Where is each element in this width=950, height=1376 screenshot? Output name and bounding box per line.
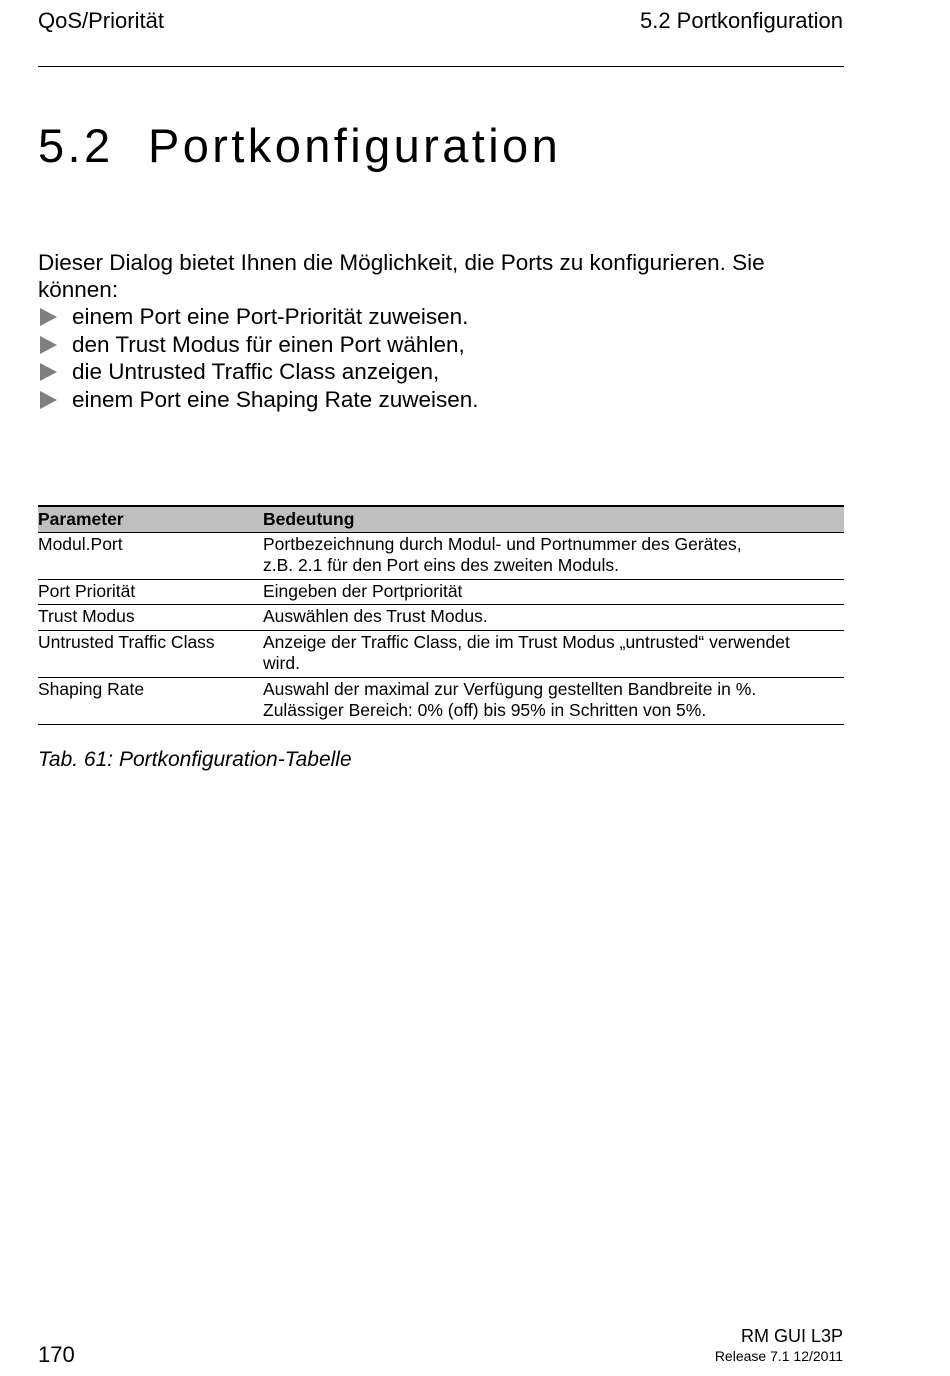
table-row xyxy=(38,605,844,631)
table-row xyxy=(38,532,844,579)
meaning-cell xyxy=(263,677,844,724)
list-item xyxy=(38,358,479,386)
section-heading xyxy=(38,118,561,173)
section-number: 5.2 xyxy=(38,119,114,172)
running-header-chapter: QoS/Priorität xyxy=(38,8,164,33)
parameter-cell: Untrusted Traffic Class xyxy=(38,630,263,677)
column-header-parameter: Parameter xyxy=(38,506,263,532)
triangle-bullet-icon xyxy=(40,308,57,326)
meaning-line: z.B. 2.1 für den Port eins des zweiten Moduls. xyxy=(263,555,620,575)
table-row xyxy=(38,630,844,677)
footer-release: Release 7.1 12/2011 xyxy=(714,1348,843,1364)
meaning-line: wird. xyxy=(263,653,300,673)
header-rule xyxy=(38,66,844,67)
triangle-bullet-icon xyxy=(40,336,57,354)
meaning-line: Anzeige der Traffic Class, die im Trust Modus „untrusted“ verwendet xyxy=(263,631,790,652)
parameter-cell: Shaping Rate xyxy=(38,677,263,724)
list-item xyxy=(38,303,479,331)
parameter-table xyxy=(38,505,844,725)
meaning-cell xyxy=(263,605,844,631)
meaning-line: Eingeben der Portpriorität xyxy=(263,580,463,601)
list-item xyxy=(38,331,479,359)
meaning-line: Auswählen des Trust Modus. xyxy=(263,606,488,626)
running-header-section: 5.2 Portkonfiguration xyxy=(639,8,843,33)
list-item-text: den Trust Modus für einen Port wählen, xyxy=(72,331,465,357)
meaning-cell xyxy=(263,579,844,605)
column-header-meaning: Bedeutung xyxy=(263,506,844,532)
parameter-cell: Trust Modus xyxy=(38,605,263,631)
page-number: 170 xyxy=(38,1342,75,1367)
section-title: Portkonfiguration xyxy=(148,119,562,172)
meaning-line: Auswahl der maximal zur Verfügung gestellten Bandbreite in %. xyxy=(263,678,757,699)
triangle-bullet-icon xyxy=(40,391,57,409)
table-row xyxy=(38,677,844,724)
parameter-cell: Modul.Port xyxy=(38,532,263,579)
list-item xyxy=(38,386,479,414)
meaning-cell xyxy=(263,630,844,677)
feature-list xyxy=(38,303,479,413)
parameter-cell: Port Priorität xyxy=(38,579,263,605)
triangle-bullet-icon xyxy=(40,363,57,381)
intro-paragraph: Dieser Dialog bietet Ihnen die Möglichkeit, die Ports zu konfigurieren. Sie können: xyxy=(38,250,765,302)
table-header-row xyxy=(38,506,844,532)
table-row xyxy=(38,579,844,605)
list-item-text: die Untrusted Traffic Class anzeigen, xyxy=(72,359,440,384)
list-item-text: einem Port eine Shaping Rate zuweisen. xyxy=(72,386,479,412)
meaning-cell xyxy=(263,532,844,579)
footer-document-title: RM GUI L3P xyxy=(740,1326,843,1346)
meaning-line: Zulässiger Bereich: 0% (off) bis 95% in Schritten von 5%. xyxy=(263,700,707,720)
table-caption: Tab. 61: Portkonfiguration-Tabelle xyxy=(38,748,352,771)
meaning-line: Portbezeichnung durch Modul- und Portnummer des Gerätes, xyxy=(263,533,742,554)
list-item-text: einem Port eine Port-Priorität zuweisen. xyxy=(72,304,469,329)
